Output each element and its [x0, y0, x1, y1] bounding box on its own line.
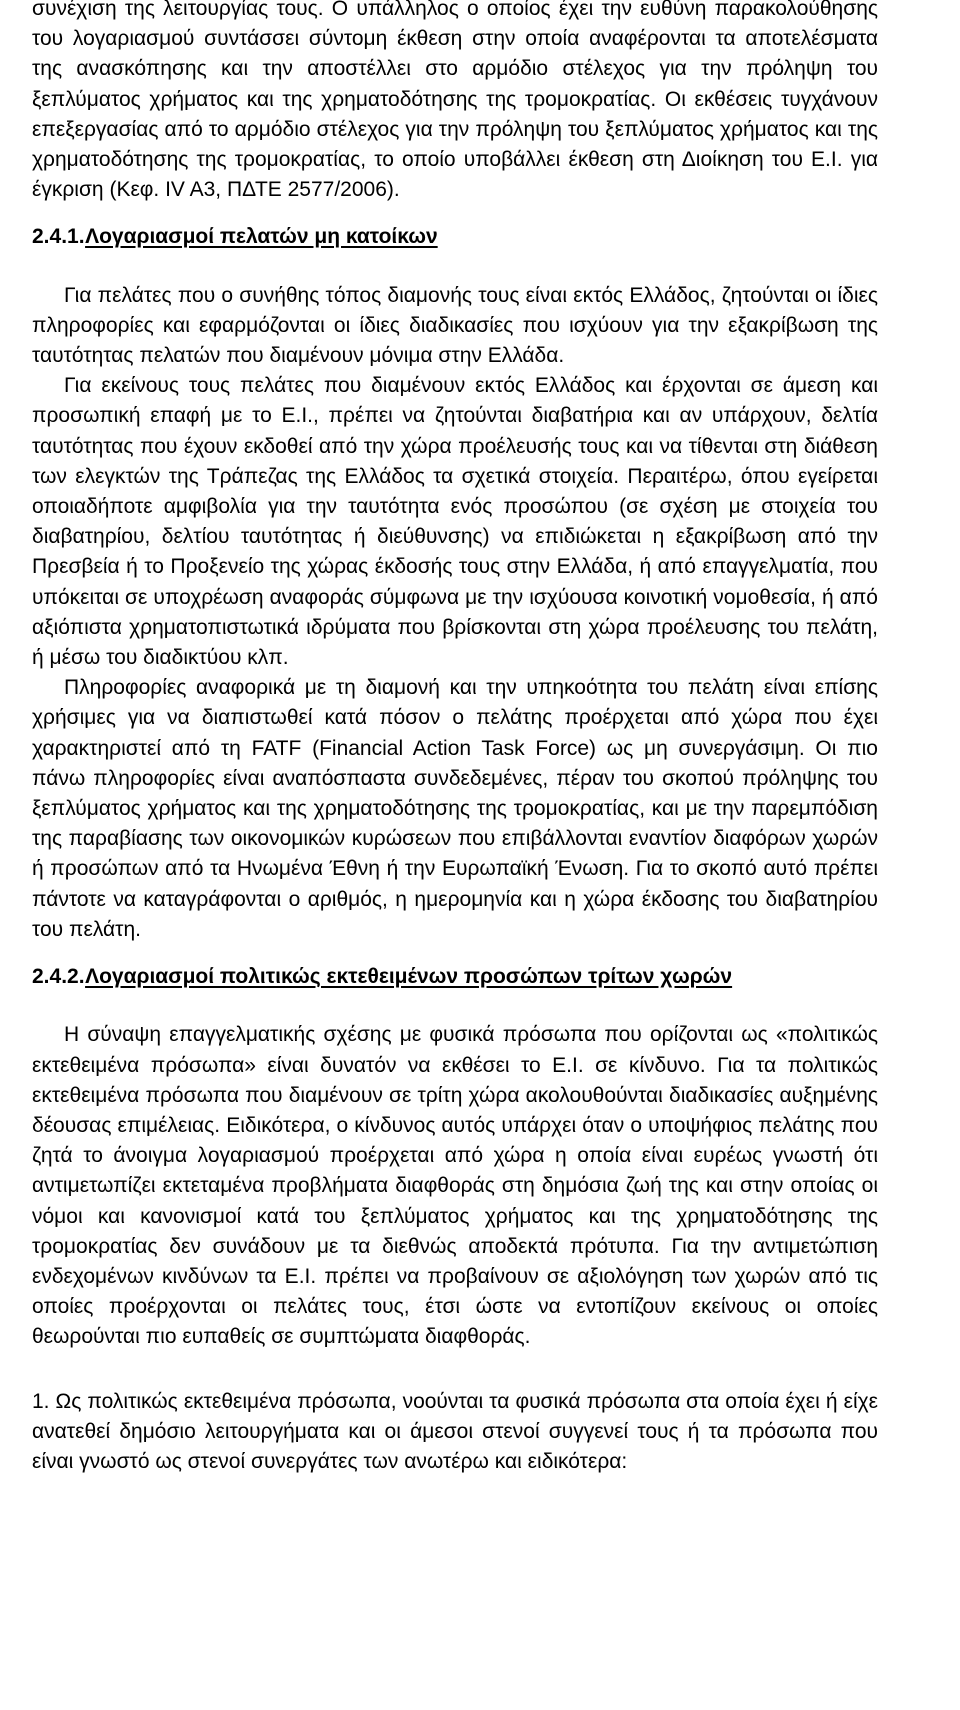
intro-paragraph: συνέχιση της λειτουργίας τους. Ο υπάλληλος ο οποίος έχει την ευθύνη παρακολούθησης του λογαριασμού συντάσσει σύντομη έκθεση στην οποία αναφέρονται τα αποτελέσματα της ανασκόπησης και την αποστέλλει στο αρμόδιο στέλεχος για την πρόληψη του ξεπλύματος χρήματος και της χρηματοδότησης της τρομοκρατίας. Οι εκθέσεις τυγχάνουν επεξεργασίας από το αρμόδιο στέλεχος για την πρόληψη του ξεπλύματος χρήματος και της χρηματοδότησης της τρομοκρατίας, το οποίο υποβάλλει έκθεση στη Διοίκηση του Ε.Ι. για έγκριση (Κεφ. IV A3, ΠΔΤΕ 2577/2006). — [32, 0, 878, 202]
spacer — [32, 945, 878, 962]
body-paragraph: Για πελάτες που ο συνήθης τόπος διαμονής τους είναι εκτός Ελλάδος, ζητούνται οι ίδιες πληροφορίες και εφαρμόζονται οι ίδιες διαδικασίες που ισχύουν για την εξακρίβωση της ταυτότητας πελατών που διαμένουν μόνιμα στην Ελλάδα. — [32, 283, 878, 368]
section-heading-2-4-2 — [32, 962, 878, 992]
section-number: 2.4.1. — [32, 225, 85, 249]
section-number: 2.4.2. — [32, 965, 85, 989]
section-heading-2-4-1 — [32, 222, 878, 252]
section-title: Λογαριασμοί πελατών μη κατοίκων — [85, 225, 438, 249]
body-paragraph: Για εκείνους τους πελάτες που διαμένουν εκτός Ελλάδος και έρχονται σε άμεση και προσωπική επαφή με το Ε.Ι., πρέπει να ζητούνται διαβατήρια και αν υπάρχουν, δελτία ταυτότητας που έχουν εκδοθεί από την χώρα προέλευσής τους και να τίθενται στη διάθεση των ελεγκτών της Τράπεζας της Ελλάδος τα σχετικά στοιχεία. Περαιτέρω, όπου εγείρεται οποιαδήποτε αμφιβολία για την ταυτότητα ενός προσώπου (σε σχέση με στοιχεία του διαβατηρίου, δελτίου ταυτότητας ή διεύθυνσης) να επιδιώκεται η εξακρίβωση από την Πρεσβεία ή το Προξενείο της χώρας έκδοσής τους στην Ελλάδα, ή από επαγγελματία, που υπόκειται σε υποχρέωση αναφοράς σύμφωνα με την ισχύουσα κοινοτική νομοθεσία, ή από αξιόπιστα χρηματοπιστωτικά ιδρύματα που βρίσκονται στη χώρα προέλευσης του πελάτη, ή μέσω του διαδικτύου κλπ. — [32, 374, 878, 670]
document-page — [32, 0, 878, 1477]
section-title: Λογαριασμοί πολιτικώς εκτεθειμένων προσώπων τρίτων χωρών — [85, 965, 733, 989]
body-paragraph: Πληροφορίες αναφορικά με τη διαμονή και την υπηκοότητα του πελάτη είναι επίσης χρήσιμες για να διαπιστωθεί κατά πόσον ο πελάτης προέρχεται από χώρα που έχει χαρακτηριστεί από τη FATF (Financial Action Task Force) ως μη συνεργάσιμη. Οι πιο πάνω πληροφορίες είναι αναπόσπαστα συνδεδεμένες, πέραν του σκοπού πρόληψης του ξεπλύματος χρήματος και της χρηματοδότησης της τρομοκρατίας, και με την παρεμπόδιση της παραβίασης των οικονομικών κυρώσεων που επιβάλλονται εναντίον διαφόρων χωρών ή προσώπων από τα Ηνωμένα Έθνη ή την Ευρωπαϊκή Ένωση. Για το σκοπό αυτό πρέπει πάντοτε να καταγράφονται ο αριθμός, η ημερομηνία και η χώρα έκδοσης του διαβατηρίου του πελάτη. — [32, 676, 878, 941]
spacer — [32, 253, 878, 281]
spacer — [32, 992, 878, 1020]
body-paragraph: Η σύναψη επαγγελματικής σχέσης με φυσικά πρόσωπα που ορίζονται ως «πολιτικώς εκτεθειμένα πρόσωπα» είναι δυνατόν να εκθέσει το Ε.Ι. σε κίνδυνο. Για τα πολιτικώς εκτεθειμένα πρόσωπα που διαμένουν σε τρίτη χώρα ακολουθούνται διαδικασίες αυξημένης δέουσας επιμέλειας. Ειδικότερα, ο κίνδυνος αυτός υπάρχει όταν ο υποψήφιος πελάτης που ζητά το άνοιγμα λογαριασμού προέρχεται από χώρα η οποία είναι ευρέως γνωστή ότι αντιμετωπίζει εκτεταμένα προβλήματα διαφθοράς στη δημόσια ζωή της και στην οποίας οι νόμοι και κανονισμοί κατά του ξεπλύματος χρήματος και της χρηματοδότησης της τρομοκρατίας δεν συνάδουν με τα διεθνώς αποδεκτά πρότυπα. Για την αντιμετώπιση ενδεχομένων κινδύνων τα Ε.Ι. πρέπει να προβαίνουν σε αξιολόγηση των χωρών από τις οποίες προέρχονται οι πελάτες τους, έτσι ώστε να εντοπίζουν εκείνους οι οποίες θεωρούνται πιο ευπαθείς σε συμπτώματα διαφθοράς. — [32, 1023, 878, 1349]
spacer — [32, 205, 878, 222]
spacer — [32, 1353, 878, 1387]
list-item: 1. Ως πολιτικώς εκτεθειμένα πρόσωπα, νοούνται τα φυσικά πρόσωπα στα οποία έχει ή είχε ανατεθεί δημόσιο λειτουργήματα και οι άμεσοι στενοί συγγενεί τους ή τα πρόσωπα που είναι γνωστό ως στενοί συνεργάτες των ανωτέρω και ειδικότερα: — [32, 1389, 878, 1473]
